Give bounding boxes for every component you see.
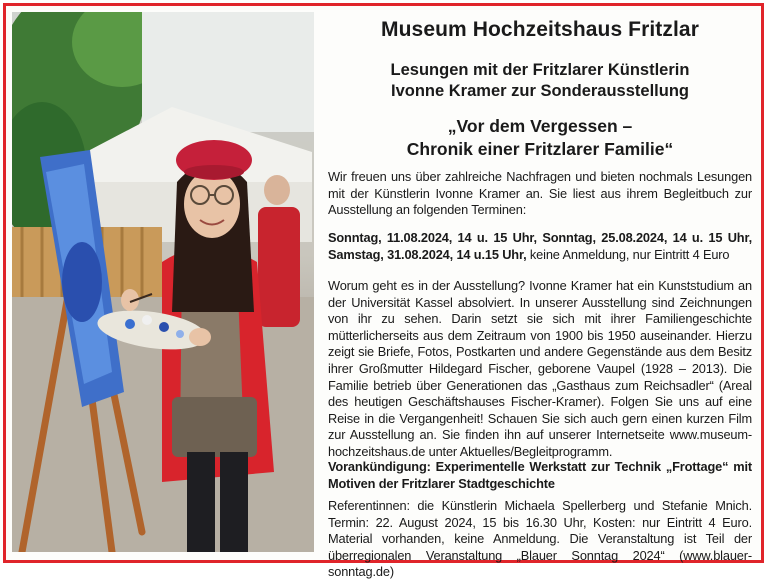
exhibition-description: Worum geht es in der Ausstellung? Ivonne Kramer hat ein Kunststudium an der Universität Kassel absolviert. In unserer Ausstellung sind Zeichnungen von ihr zu sehen. Darin setzt sie sich mit ihrer Familiengeschichte mütterlicherseits aus dem Zeitraum von 1900 bis 1950 auseinander. Hierzu zeigt sie Briefe, Fotos, Postkarten und andere Gegenstände aus dem Besitz ihrer Großmutter Hildegard Fischer, geborene Vaupel (1928 – 2013). Die Familie betrieb über Generationen das „Gasthaus zum Reichsadler“ (Areal des heutigen Geschäftshauses Fischer-Kramer). Folgen Sie uns auf eine Reise in die Vergangenheit! Schauen Sie sich auch gern einen kurzen Film zur Ausstellung an. Sie finden ihn auf unserer Internetseite www.museum-hochzeitshaus.de unter Aktuelles/Begleitprogramm. bbox=[328, 278, 752, 459]
intro-paragraph: Wir freuen uns über zahlreiche Nachfragen und bieten nochmals Lesungen mit der Künstlerin Ivonne Kramer an. Sie liest aus ihrem Begleitbuch zur Ausstellung an folgenden Terminen: bbox=[328, 169, 752, 218]
dates-bold: Sonntag, 11.08.2024, 14 u. 15 Uhr, Sonntag, 25.08.2024, 14 u. 15 Uhr, Samstag, 31.08.2024, 14 u.15 Uhr, bbox=[328, 230, 752, 262]
exhibition-title-line-1: „Vor dem Vergessen – bbox=[447, 116, 633, 136]
artist-photo bbox=[12, 12, 314, 552]
dates-registration-note: keine Anmeldung, nur Eintritt 4 Euro bbox=[526, 246, 730, 262]
lecture-title-line-2: Ivonne Kramer zur Sonderausstellung bbox=[391, 82, 689, 100]
workshop-details: Referentinnen: die Künstlerin Michaela Spellerberg und Stefanie Mnich. Termin: 22. August 2024, 15 bis 16.30 Uhr, Kosten: nur Eintritt 4 Euro. Material vorhanden, keine Anmeldung. Die Veranstaltung ist Teil der überregionalen Veranstaltung „Blauer Sonntag 2024“ (www.blauer-sonntag.de) bbox=[328, 498, 752, 580]
lecture-title bbox=[328, 60, 752, 102]
dates-paragraph bbox=[328, 230, 752, 263]
museum-title: Museum Hochzeitshaus Fritzlar bbox=[381, 18, 699, 41]
lecture-title-line-1: Lesungen mit der Fritzlarer Künstlerin bbox=[390, 61, 690, 79]
exhibition-title-line-2: Chronik einer Fritzlarer Familie“ bbox=[406, 139, 674, 159]
article-text-column bbox=[328, 12, 752, 580]
workshop-preview-heading: Vorankündigung: Experimentelle Werkstatt zur Technik „Frottage“ mit Motiven der Fritzlarer Stadtgeschichte bbox=[328, 459, 752, 491]
artist-painting-illustration bbox=[12, 12, 314, 552]
exhibition-title bbox=[328, 115, 752, 161]
